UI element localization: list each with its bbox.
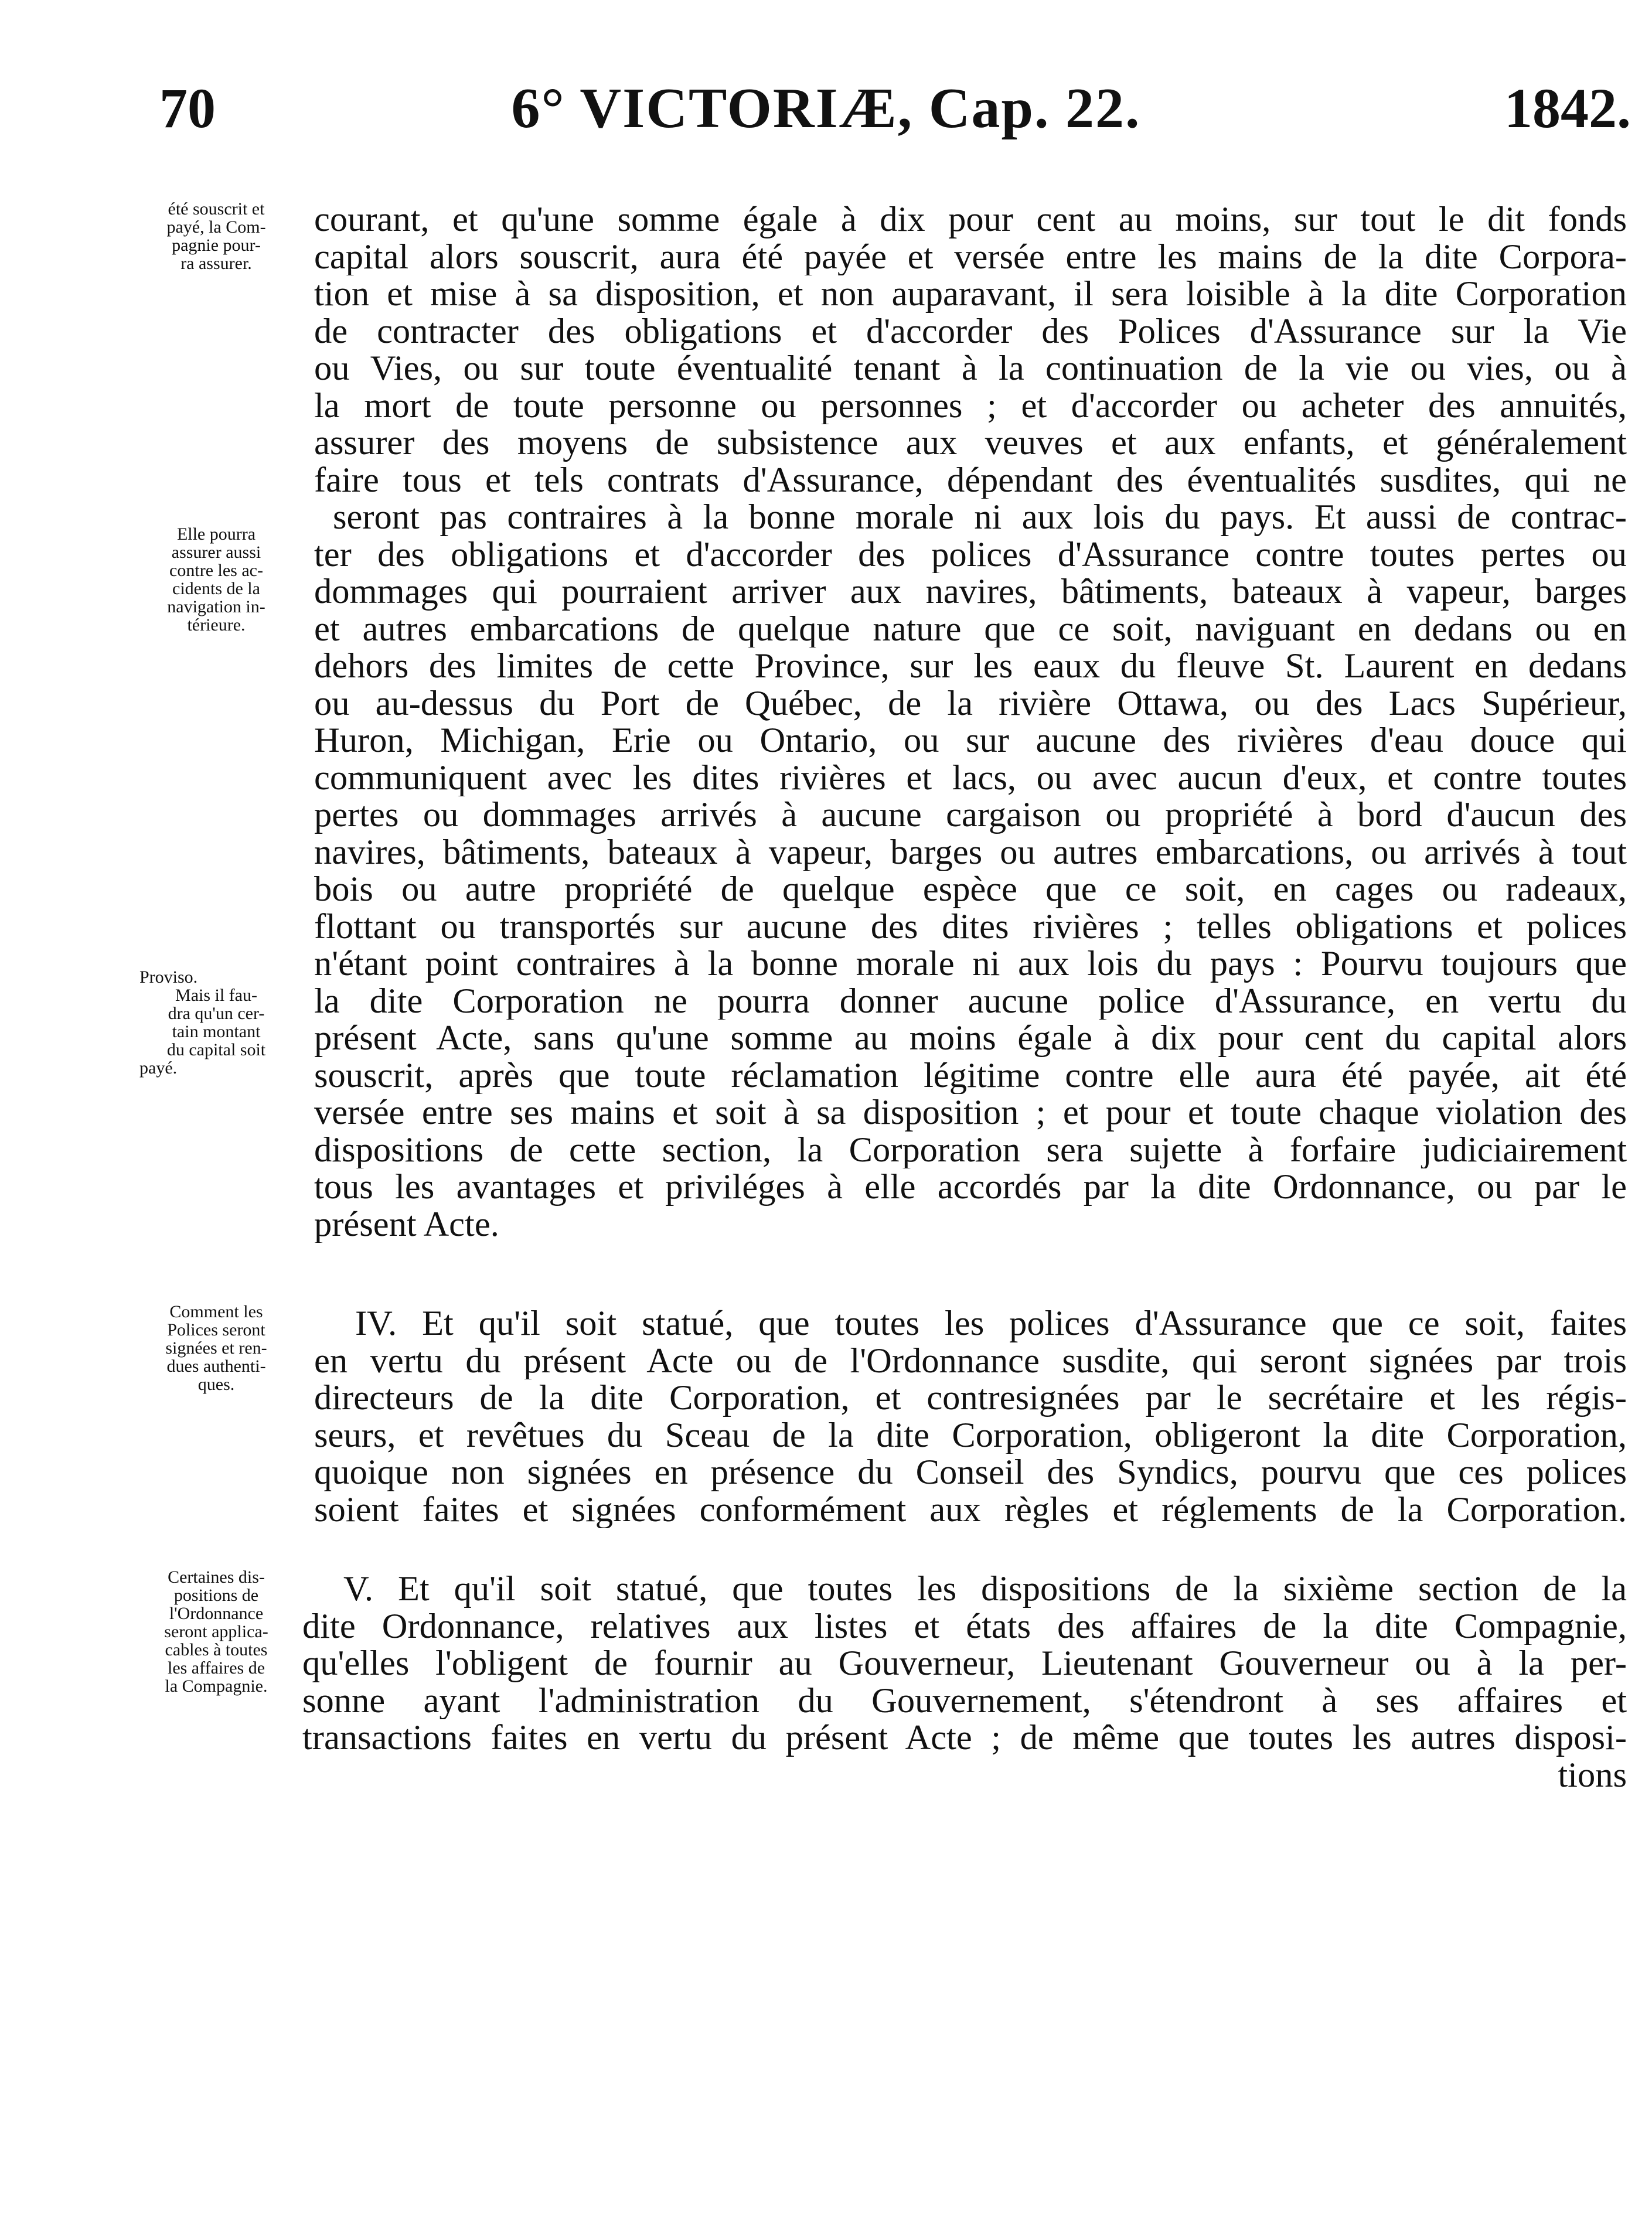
text-line: en vertu du présent Acte ou de l'Ordonnance susdite, qui seront signées par trois [314, 1342, 1627, 1379]
text-line: n'étant point contraires à la bonne morale ni aux lois du pays : Pourvu toujours que [314, 945, 1627, 983]
text-line: dehors des limites de cette Province, sur les eaux du fleuve St. Laurent en dedans [314, 647, 1627, 685]
text-line: la mort de toute personne ou personnes ; et d'accorder ou acheter des annuités, [314, 387, 1627, 424]
catchword: tions [1558, 1756, 1627, 1794]
margin-note-1: été souscrit et payé, la Com- pagnie pour- ra assurer. [166, 199, 266, 273]
text-line: présent Acte, sans qu'une somme au moins égale à dix pour cent du capital alors [314, 1020, 1627, 1057]
margin-note-4: Comment les Polices seront signées et ren- dues authenti- ques. [165, 1302, 267, 1394]
text-line: faire tous et tels contrats d'Assurance, dépendant des éventualités susdites, qui ne [314, 461, 1627, 499]
text-line: sonne ayant l'administration du Gouvernement, s'étendront à ses affaires et [302, 1682, 1627, 1719]
margin-note-3: Proviso. Mais il fau- dra qu'un cer- tain montant du capital soit payé. [139, 967, 266, 1078]
running-title: 6° VICTORIÆ, Cap. 22. [511, 77, 1141, 140]
text-line: V. Et qu'il soit statué, que toutes les dispositions de la sixième section de la [343, 1570, 1627, 1608]
running-year: 1842. [1504, 77, 1631, 139]
text-line: navires, bâtiments, bateaux à vapeur, barges ou autres embarcations, ou arrivés à tout [314, 833, 1627, 871]
text-line: tous les avantages et priviléges à elle accordés par la dite Ordonnance, ou par le [314, 1168, 1627, 1206]
section-5-text [302, 1570, 1627, 1794]
text-line: ou Vies, ou sur toute éventualité tenant à la continuation de la vie ou vies, ou à [314, 350, 1627, 387]
text-line: flottant ou transportés sur aucune des dites rivières ; telles obligations et polices [314, 908, 1627, 945]
text-line: pertes ou dommages arrivés à aucune cargaison ou propriété à bord d'aucun des [314, 796, 1627, 834]
text-line: la dite Corporation ne pourra donner aucune police d'Assurance, en vertu du [314, 982, 1627, 1020]
section-4-text [314, 1305, 1627, 1528]
margin-note-2: Elle pourra assurer aussi contre les ac- cidents de la navigation in- térieure. [167, 524, 265, 635]
text-line: Huron, Michigan, Erie ou Ontario, ou sur aucune des rivières d'eau douce qui [314, 722, 1627, 759]
text-line: IV. Et qu'il soit statué, que toutes les polices d'Assurance que ce soit, faites [355, 1305, 1627, 1342]
text-line: assurer des moyens de subsistence aux veuves et aux enfants, et généralement [314, 424, 1627, 462]
text-line: transactions faites en vertu du présent Acte ; de même que toutes les autres disposi- [302, 1719, 1627, 1757]
text-line: seurs, et revêtues du Sceau de la dite Corporation, obligeront la dite Corporation, [314, 1416, 1627, 1454]
text-line: qu'elles l'obligent de fournir au Gouverneur, Lieutenant Gouverneur ou à la per- [302, 1645, 1627, 1682]
page-number: 70 [159, 77, 216, 139]
text-line: présent Acte. [314, 1205, 499, 1243]
text-line: communiquent avec les dites rivières et lacs, ou avec aucun d'eux, et contre toutes [314, 759, 1627, 796]
text-line: et autres embarcations de quelque nature que ce soit, naviguant en dedans ou en [314, 610, 1627, 647]
text-line: dispositions de cette section, la Corporation sera sujette à forfaire judiciairement [314, 1131, 1627, 1168]
text-line: courant, et qu'une somme égale à dix pour cent au moins, sur tout le dit fonds [314, 201, 1627, 238]
text-line: versée entre ses mains et soit à sa disposition ; et pour et toute chaque violation des [314, 1094, 1627, 1132]
section-3-text [314, 201, 1627, 1243]
text-line: directeurs de la dite Corporation, et contresignées par le secrétaire et les régis- [314, 1379, 1627, 1417]
text-line: souscrit, après que toute réclamation légitime contre elle aura été payée, ait été [314, 1057, 1627, 1094]
text-line: de contracter des obligations et d'accorder des Polices d'Assurance sur la Vie [314, 312, 1627, 350]
text-line: ou au-dessus du Port de Québec, de la rivière Ottawa, ou des Lacs Supérieur, [314, 684, 1627, 722]
text-line: bois ou autre propriété de quelque espèce que ce soit, en cages ou radeaux, [314, 871, 1627, 908]
text-line: dommages qui pourraient arriver aux navires, bâtiments, bateaux à vapeur, barges [314, 573, 1627, 611]
text-line: ter des obligations et d'accorder des polices d'Assurance contre toutes pertes ou [314, 536, 1627, 573]
text-line: capital alors souscrit, aura été payée et versée entre les mains de la dite Corpora- [314, 238, 1627, 275]
margin-note-5: Certaines dis- positions de l'Ordonnance seront applica- cables à toutes les affaires de la Compagnie. [164, 1567, 268, 1696]
text-line: seront pas contraires à la bonne morale ni aux lois du pays. Et aussi de contrac- [333, 499, 1627, 536]
text-line: soient faites et signées conformément aux règles et réglements de la Corporation. [314, 1491, 1627, 1528]
text-line: quoique non signées en présence du Conseil des Syndics, pourvu que ces polices [314, 1454, 1627, 1491]
text-line: dite Ordonnance, relatives aux listes et états des affaires de la dite Compagnie, [302, 1607, 1627, 1645]
text-line: tion et mise à sa disposition, et non auparavant, il sera loisible à la dite Corporation [314, 275, 1627, 313]
